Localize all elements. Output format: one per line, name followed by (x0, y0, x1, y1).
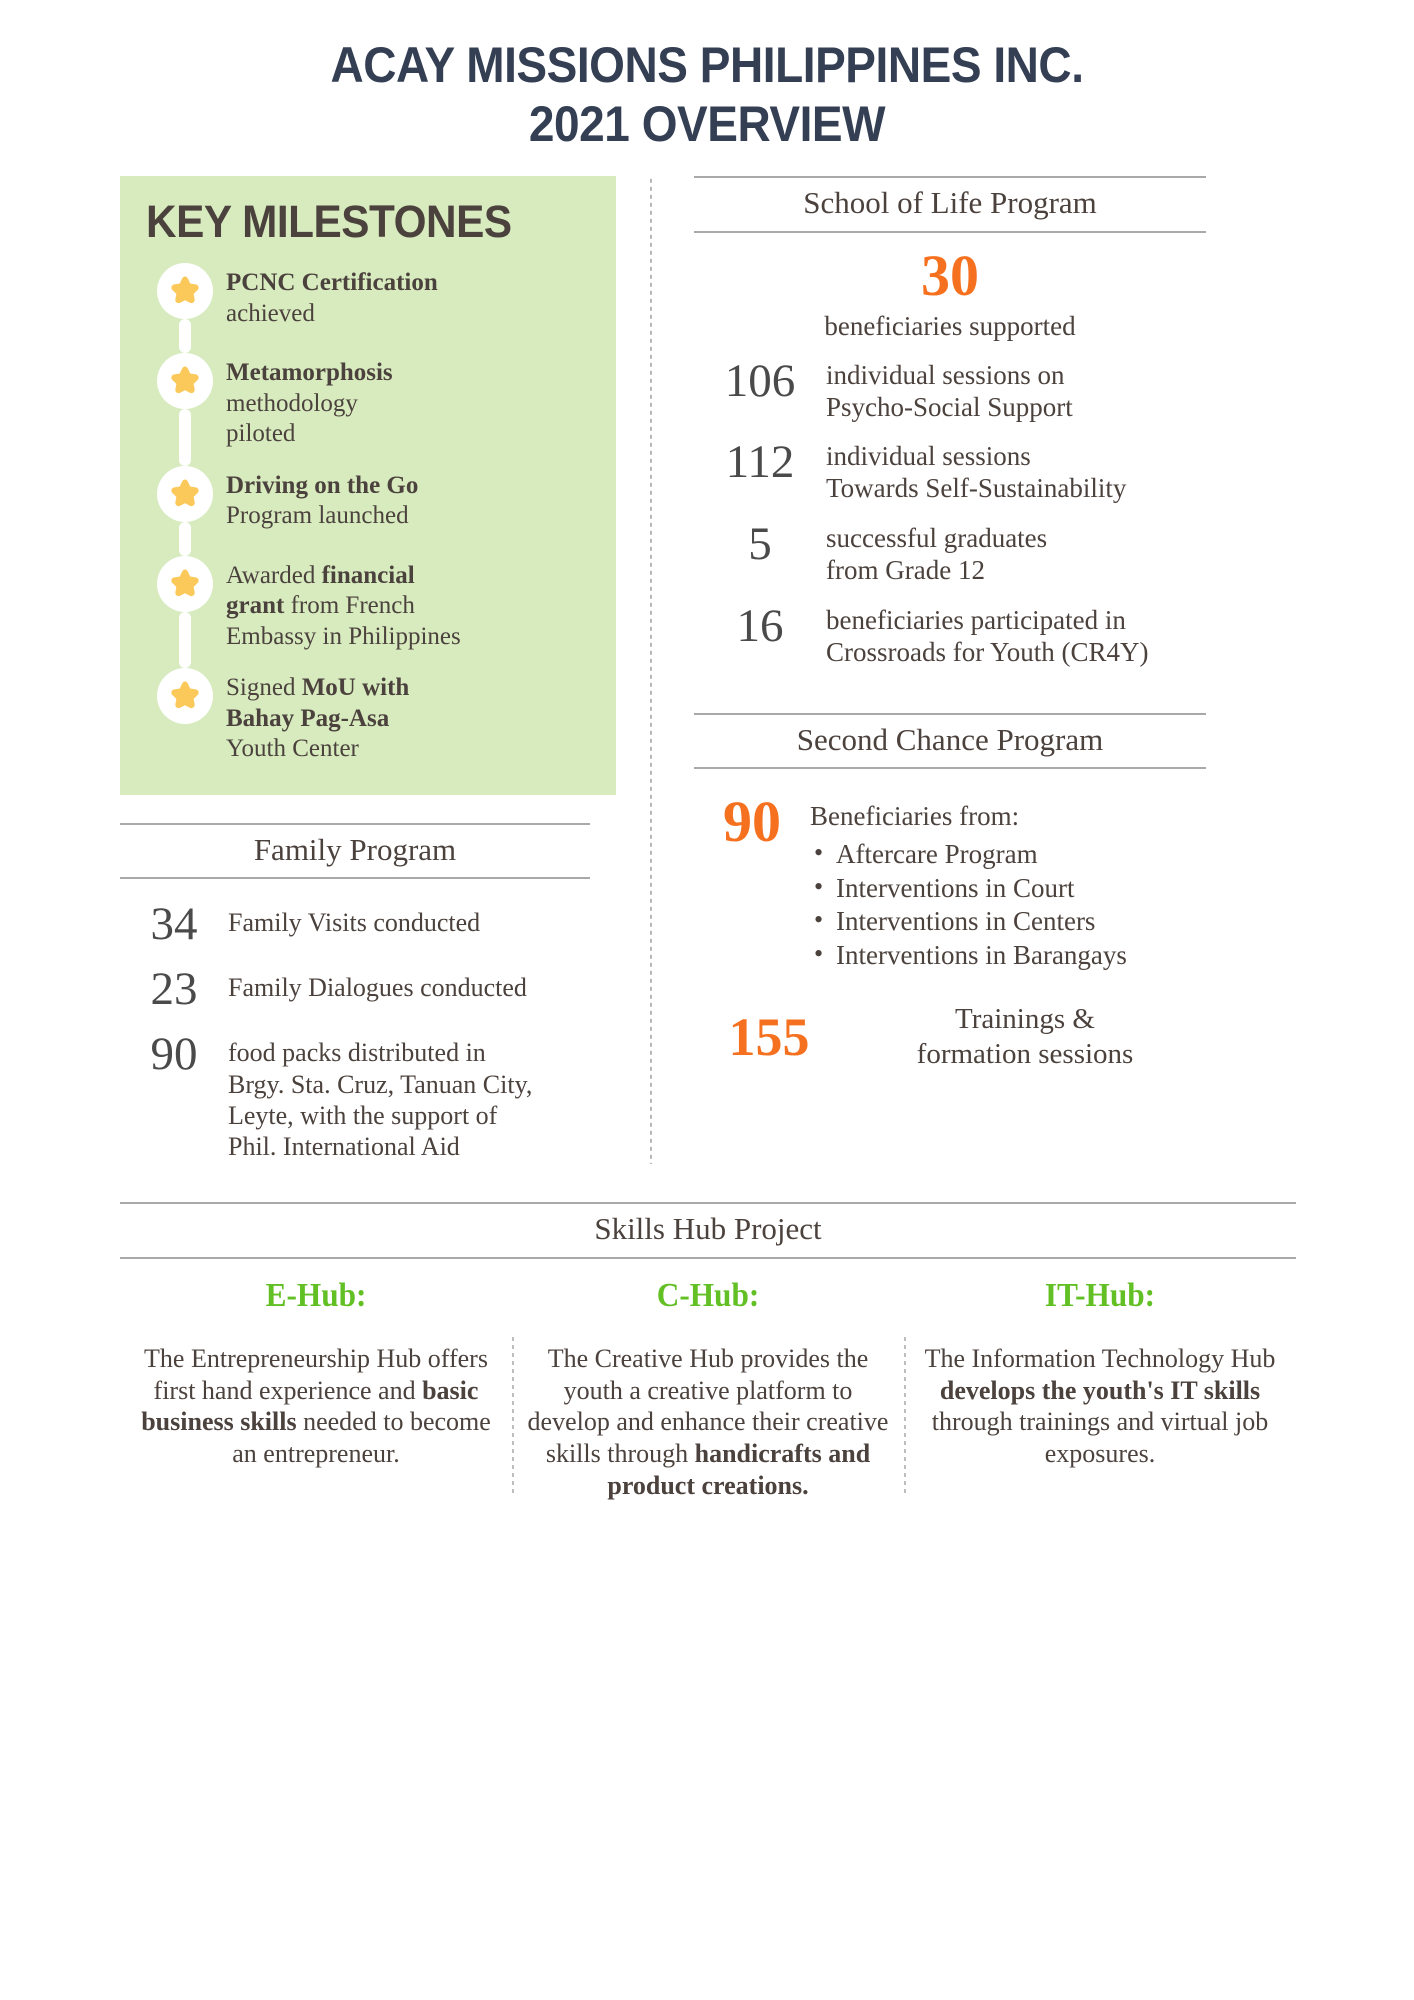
stat-row (694, 601, 1206, 669)
second-chance-beneficiaries-details (810, 793, 1127, 972)
key-milestones-heading: KEY MILESTONES (146, 196, 512, 247)
milestone-marker (146, 263, 224, 319)
school-of-life-highlight-label: beneficiaries supported (824, 310, 1076, 341)
family-stat-row (120, 898, 590, 951)
stat-row (694, 519, 1206, 587)
second-chance-trainings-label: Trainings & formation sessions (916, 1003, 1134, 1070)
milestone-text: Signed MoU with Bahay Pag-Asa Youth Center (226, 674, 410, 763)
stat-label: individual sessions on Psycho-Social Support (826, 359, 1073, 422)
milestone-text: Driving on the Go Program launched (226, 471, 419, 530)
milestone-marker (146, 353, 224, 409)
school-of-life-highlight (694, 242, 1206, 342)
bullet-item: • Interventions in Court (810, 872, 1127, 905)
star-icon (157, 353, 213, 409)
school-of-life-highlight-number: 30 (921, 242, 979, 308)
milestone-text: PCNC Certification achieved (226, 269, 438, 327)
milestone-text: Metamorphosis methodology piloted (226, 359, 393, 448)
stat-label: beneficiaries participated in Crossroads for Youth (CR4Y) (826, 604, 1149, 667)
stat-number: 106 (724, 354, 796, 407)
skills-hub-title: E-Hub: (265, 1276, 367, 1314)
second-chance-heading: Second Chance Program (694, 713, 1206, 770)
second-chance-beneficiaries-label: Beneficiaries from: (810, 801, 1020, 832)
skills-hub-columns (120, 1277, 1296, 1502)
milestone-item (146, 556, 590, 653)
family-stat-label: Family Dialogues conducted (228, 973, 527, 1003)
milestone-item (146, 353, 590, 450)
skills-hub-column (120, 1277, 512, 1502)
main-content (0, 176, 1414, 1180)
school-of-life-stats (694, 356, 1206, 669)
family-stat-number: 34 (150, 898, 198, 951)
family-program-stats (120, 898, 590, 1162)
stat-number: 5 (748, 518, 772, 571)
stat-number: 16 (736, 599, 784, 652)
family-stat-number: 90 (150, 1028, 198, 1081)
second-chance-trainings (694, 1002, 1206, 1072)
family-program-heading: Family Program (120, 823, 590, 880)
second-chance-bullet-list (810, 838, 1127, 972)
milestone-marker (146, 466, 224, 522)
skills-hub-description: The Entrepreneurship Hub offers first hand experience and basic business skills needed to become an entrepreneur. (141, 1343, 491, 1468)
skills-hub-column (512, 1277, 904, 1502)
title-line-2: 2021 OVERVIEW (528, 96, 886, 152)
star-icon (157, 556, 213, 612)
star-icon (157, 668, 213, 724)
milestone-item (146, 466, 590, 540)
second-chance-beneficiaries-number: 90 (723, 789, 781, 855)
second-chance-beneficiaries (694, 789, 1206, 972)
stat-number: 112 (725, 436, 795, 489)
skills-hub-title: IT-Hub: (1044, 1276, 1156, 1314)
right-column (636, 176, 1206, 1072)
star-icon (157, 466, 213, 522)
milestone-connector-line (179, 319, 191, 353)
second-chance-section (694, 713, 1206, 1072)
skills-hub-heading: Skills Hub Project (120, 1202, 1296, 1259)
stat-row (694, 437, 1206, 505)
family-stat-number: 23 (150, 963, 198, 1016)
skills-hub-column (904, 1277, 1296, 1502)
stat-label: individual sessions Towards Self-Sustainability (826, 441, 1127, 504)
bullet-item: • Aftercare Program (810, 838, 1127, 871)
family-program-section (120, 823, 590, 1162)
milestone-marker (146, 668, 224, 724)
school-of-life-heading: School of Life Program (694, 176, 1206, 233)
second-chance-trainings-number: 155 (728, 1006, 810, 1067)
family-stat-label: Family Visits conducted (228, 908, 481, 938)
stat-row (694, 356, 1206, 424)
star-icon (157, 263, 213, 319)
page-title (0, 0, 1414, 154)
left-column (120, 176, 636, 1180)
bullet-item: • Interventions in Centers (810, 905, 1127, 938)
bullet-item: • Interventions in Barangays (810, 939, 1127, 972)
family-stat-row (120, 963, 590, 1016)
skills-hub-description: The Creative Hub provides the youth a creative platform to develop and enhance their creative skills through handicrafts and product creations. (527, 1343, 889, 1500)
milestones-timeline (146, 263, 590, 765)
school-of-life-section (694, 176, 1206, 669)
key-milestones-panel (120, 176, 616, 795)
family-stat-row (120, 1028, 590, 1162)
milestone-connector-line (179, 522, 191, 556)
title-line-1: ACAY MISSIONS PHILIPPINES INC. (330, 37, 1084, 93)
milestone-item (146, 263, 590, 337)
skills-hub-description: The Information Technology Hub develops the youth's IT skills through trainings and virtual job exposures. (924, 1343, 1276, 1468)
milestone-connector-line (179, 409, 191, 466)
skills-hub-title: C-Hub: (656, 1276, 760, 1314)
skills-hub-section (0, 1202, 1414, 1501)
milestone-marker (146, 556, 224, 612)
family-stat-label: food packs distributed in Brgy. Sta. Cruz, Tanuan City, Leyte, with the support of Phil. International Aid (228, 1038, 533, 1161)
stat-label: successful graduates from Grade 12 (826, 523, 1048, 585)
milestone-connector-line (179, 612, 191, 669)
milestone-text: Awarded financial grant from French Embassy in Philippines (226, 561, 461, 650)
milestone-item (146, 668, 590, 765)
